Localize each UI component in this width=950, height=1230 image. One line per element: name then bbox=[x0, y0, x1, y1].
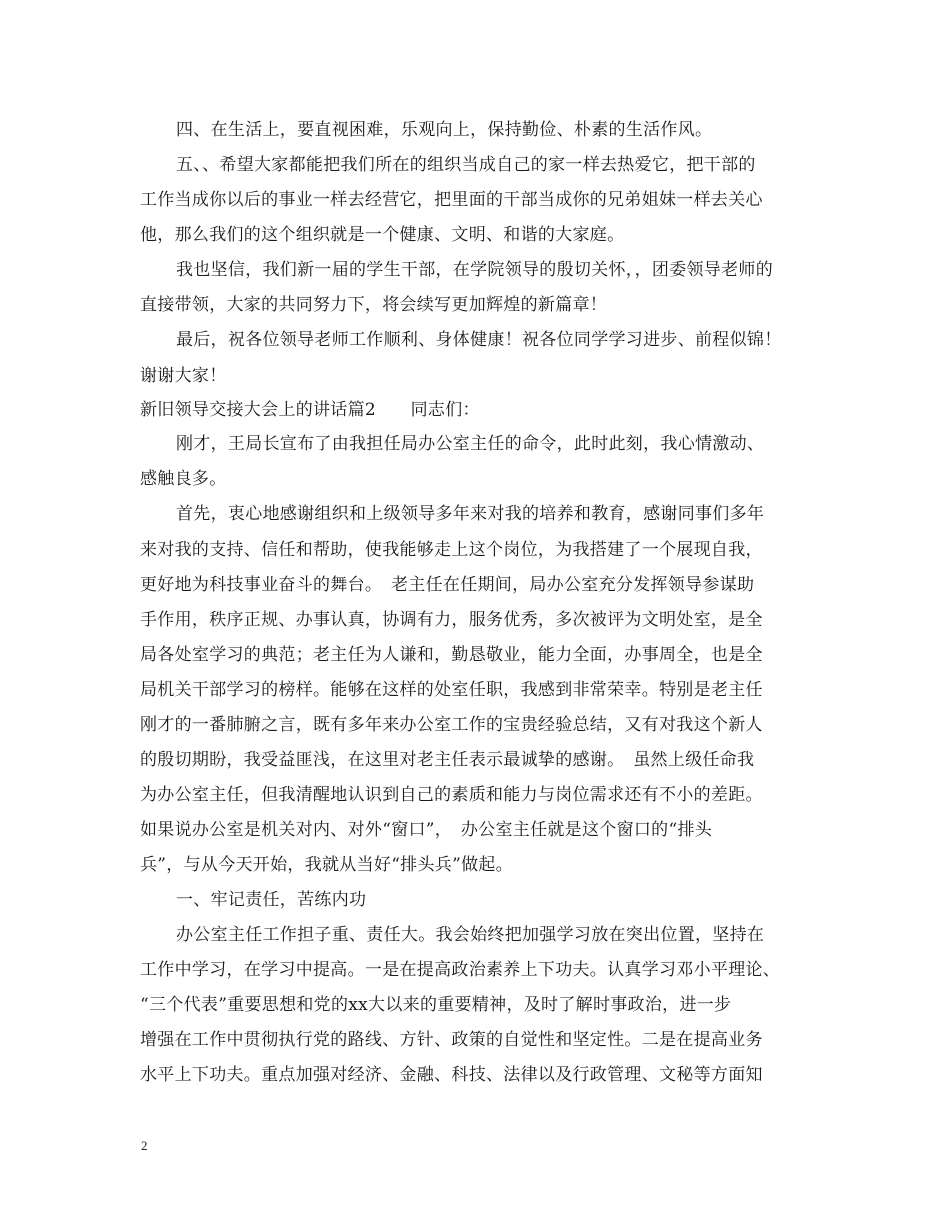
text-line: 工作当成你以后的事业一样去经营它，把里面的干部当成你的兄弟姐妹一样去关心 bbox=[140, 190, 763, 210]
subheading: 一、牢记责任，苦练内功 bbox=[176, 890, 367, 910]
section-heading: 新旧领导交接大会上的讲话篇2 同志们： bbox=[140, 400, 480, 420]
text-line: 我也坚信，我们新一届的学生干部，在学院领导的殷切关怀，，团委领导老师的 bbox=[176, 260, 773, 280]
text-line: 局机关干部学习的榜样。能够在这样的处室任职，我感到非常荣幸。特别是老主任 bbox=[140, 680, 763, 700]
text-line: 办公室主任工作担子重、责任大。我会始终把加强学习放在突出位置，坚持在 bbox=[176, 925, 765, 945]
text-line: 感触良多。 bbox=[140, 469, 227, 489]
text-line: 水平上下功夫。重点加强对经济、金融、科技、法律以及行政管理、文秘等方面知 bbox=[140, 1065, 763, 1085]
text-line: 四、在生活上，要直视困难，乐观向上，保持勤俭、朴素的生活作风。 bbox=[176, 120, 713, 140]
text-line: 谢谢大家！ bbox=[140, 366, 227, 386]
text-line: 他，那么我们的这个组织就是一个健康、文明、和谐的大家庭。 bbox=[140, 225, 625, 245]
text-line: 局各处室学习的典范；老主任为人谦和，勤恳敬业，能力全面，办事周全，也是全 bbox=[140, 645, 763, 665]
page-number: 2 bbox=[141, 1138, 148, 1153]
text-line: 工作中学习，在学习中提高。一是在提高政治素养上下功夫。认真学习邓小平理论、 bbox=[140, 960, 781, 980]
text-line: 来对我的支持、信任和帮助，使我能够走上这个岗位，为我搭建了一个展现自我， bbox=[140, 540, 763, 560]
text-line: 为办公室主任，但我清醒地认识到自己的素质和能力与岗位需求还有不小的差距。 bbox=[140, 785, 763, 805]
text-line: 增强在工作中贯彻执行党的路线、方针、政策的自觉性和坚定性。二是在提高业务 bbox=[140, 1030, 763, 1050]
text-line: 直接带领，大家的共同努力下，将会续写更加辉煌的新篇章！ bbox=[140, 295, 608, 315]
text-line: 兵”，与从今天开始，我就从当好“排头兵”做起。 bbox=[140, 855, 513, 875]
text-line: 手作用，秩序正规、办事认真，协调有力，服务优秀，多次被评为文明处室，是全 bbox=[140, 610, 763, 630]
text-line: 如果说办公室是机关对内、对外“窗口”， 办公室主任就是这个窗口的“排头 bbox=[140, 820, 713, 840]
text-line: 最后，祝各位领导老师工作顺利、身体健康！祝各位同学学习进步、前程似锦！ bbox=[176, 330, 782, 350]
text-line: 刚才，王局长宣布了由我担任局办公室主任的命令，此时此刻，我心情激动、 bbox=[176, 434, 765, 454]
text-line: 五、、希望大家都能把我们所在的组织当成自己的家一样去热爱它，把干部的 bbox=[176, 155, 756, 175]
text-line: 的殷切期盼，我受益匪浅，在这里对老主任表示最诚挚的感谢。 虽然上级任命我 bbox=[140, 750, 755, 770]
text-line: “三个代表”重要思想和党的xx大以来的重要精神，及时了解时事政治，进一步 bbox=[140, 995, 732, 1015]
text-line: 更好地为科技事业奋斗的舞台。 老主任在任期间，局办公室充分发挥领导参谋助 bbox=[140, 575, 755, 595]
text-line: 刚才的一番肺腑之言，既有多年来办公室工作的宝贵经验总结，又有对我这个新人 bbox=[140, 715, 763, 735]
text-line: 首先，衷心地感谢组织和上级领导多年来对我的培养和教育，感谢同事们多年 bbox=[176, 504, 765, 524]
